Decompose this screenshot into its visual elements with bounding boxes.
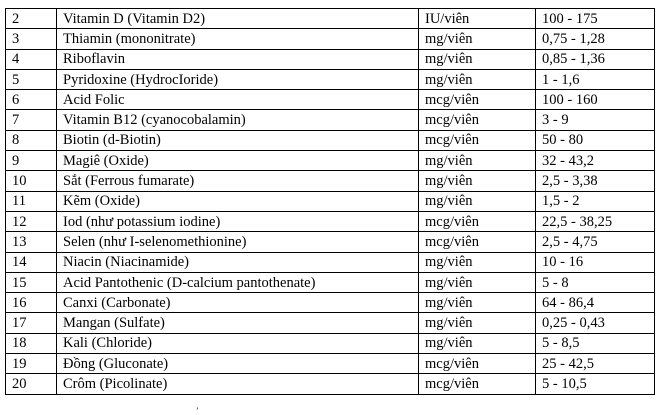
row-number: 7	[6, 110, 57, 130]
table-row	[6, 211, 655, 231]
row-number: 8	[6, 130, 57, 150]
nutrient-name: Canxi (Carbonate)	[57, 293, 419, 313]
unit: mg/viên	[419, 333, 536, 353]
table-row	[6, 130, 655, 150]
unit: mg/viên	[419, 191, 536, 211]
unit: mg/viên	[419, 69, 536, 89]
nutrient-name: Crôm (Picolinate)	[57, 374, 419, 394]
table-row	[6, 232, 655, 252]
amount-range: 5 - 8	[536, 272, 655, 292]
nutrient-name: Kali (Chloride)	[57, 333, 419, 353]
amount-range: 0,85 - 1,36	[536, 49, 655, 69]
unit: mg/viên	[419, 49, 536, 69]
table-row	[6, 9, 655, 29]
nutrient-name: Acid Folic	[57, 90, 419, 110]
row-number: 4	[6, 49, 57, 69]
nutrient-name: Kẽm (Oxide)	[57, 191, 419, 211]
unit: IU/viên	[419, 9, 536, 29]
unit: mcg/viên	[419, 90, 536, 110]
table-row	[6, 252, 655, 272]
unit: mg/viên	[419, 171, 536, 191]
nutrient-table	[5, 8, 655, 395]
unit: mcg/viên	[419, 374, 536, 394]
unit: mg/viên	[419, 252, 536, 272]
nutrient-name: Magiê (Oxide)	[57, 151, 419, 171]
row-number: 6	[6, 90, 57, 110]
amount-range: 5 - 10,5	[536, 374, 655, 394]
amount-range: 1 - 1,6	[536, 69, 655, 89]
amount-range: 50 - 80	[536, 130, 655, 150]
table-row	[6, 151, 655, 171]
footnote-mark: ’	[196, 406, 199, 415]
nutrient-table-body	[6, 9, 655, 395]
row-number: 10	[6, 171, 57, 191]
nutrient-name: Đồng (Gluconate)	[57, 354, 419, 374]
table-row	[6, 90, 655, 110]
nutrient-name: Vitamin B12 (cyanocobalamin)	[57, 110, 419, 130]
amount-range: 100 - 160	[536, 90, 655, 110]
unit: mg/viên	[419, 29, 536, 49]
table-row	[6, 313, 655, 333]
amount-range: 22,5 - 38,25	[536, 211, 655, 231]
unit: mg/viên	[419, 272, 536, 292]
row-number: 19	[6, 354, 57, 374]
nutrient-name: Niacin (Niacinamide)	[57, 252, 419, 272]
amount-range: 5 - 8,5	[536, 333, 655, 353]
row-number: 20	[6, 374, 57, 394]
amount-range: 25 - 42,5	[536, 354, 655, 374]
table-row	[6, 272, 655, 292]
amount-range: 3 - 9	[536, 110, 655, 130]
row-number: 16	[6, 293, 57, 313]
unit: mg/viên	[419, 313, 536, 333]
row-number: 13	[6, 232, 57, 252]
table-row	[6, 110, 655, 130]
row-number: 3	[6, 29, 57, 49]
amount-range: 1,5 - 2	[536, 191, 655, 211]
unit: mcg/viên	[419, 354, 536, 374]
nutrient-name: Sắt (Ferrous fumarate)	[57, 171, 419, 191]
nutrient-name: Biotin (d-Biotin)	[57, 130, 419, 150]
unit: mg/viên	[419, 151, 536, 171]
row-number: 2	[6, 9, 57, 29]
amount-range: 100 - 175	[536, 9, 655, 29]
table-row	[6, 69, 655, 89]
table-row	[6, 191, 655, 211]
table-row	[6, 171, 655, 191]
nutrient-name: Riboflavin	[57, 49, 419, 69]
row-number: 14	[6, 252, 57, 272]
amount-range: 32 - 43,2	[536, 151, 655, 171]
nutrient-name: Vitamin D (Vitamin D2)	[57, 9, 419, 29]
amount-range: 2,5 - 3,38	[536, 171, 655, 191]
table-row	[6, 29, 655, 49]
row-number: 17	[6, 313, 57, 333]
amount-range: 0,25 - 0,43	[536, 313, 655, 333]
nutrient-name: Pyridoxine (HydrocIoride)	[57, 69, 419, 89]
row-number: 11	[6, 191, 57, 211]
unit: mcg/viên	[419, 130, 536, 150]
row-number: 5	[6, 69, 57, 89]
table-row	[6, 293, 655, 313]
nutrient-name: Selen (như I-selenomethionine)	[57, 232, 419, 252]
nutrient-name: Acid Pantothenic (D-calcium pantothenate)	[57, 272, 419, 292]
nutrient-name: Iod (như potassium iodine)	[57, 211, 419, 231]
table-row	[6, 49, 655, 69]
amount-range: 2,5 - 4,75	[536, 232, 655, 252]
unit: mcg/viên	[419, 110, 536, 130]
row-number: 15	[6, 272, 57, 292]
row-number: 18	[6, 333, 57, 353]
unit: mg/viên	[419, 293, 536, 313]
unit: mcg/viên	[419, 232, 536, 252]
amount-range: 10 - 16	[536, 252, 655, 272]
nutrient-name: Thiamin (mononitrate)	[57, 29, 419, 49]
amount-range: 0,75 - 1,28	[536, 29, 655, 49]
nutrient-name: Mangan (Sulfate)	[57, 313, 419, 333]
amount-range: 64 - 86,4	[536, 293, 655, 313]
table-row	[6, 354, 655, 374]
row-number: 9	[6, 151, 57, 171]
row-number: 12	[6, 211, 57, 231]
table-row	[6, 333, 655, 353]
table-row	[6, 374, 655, 394]
unit: mcg/viên	[419, 211, 536, 231]
